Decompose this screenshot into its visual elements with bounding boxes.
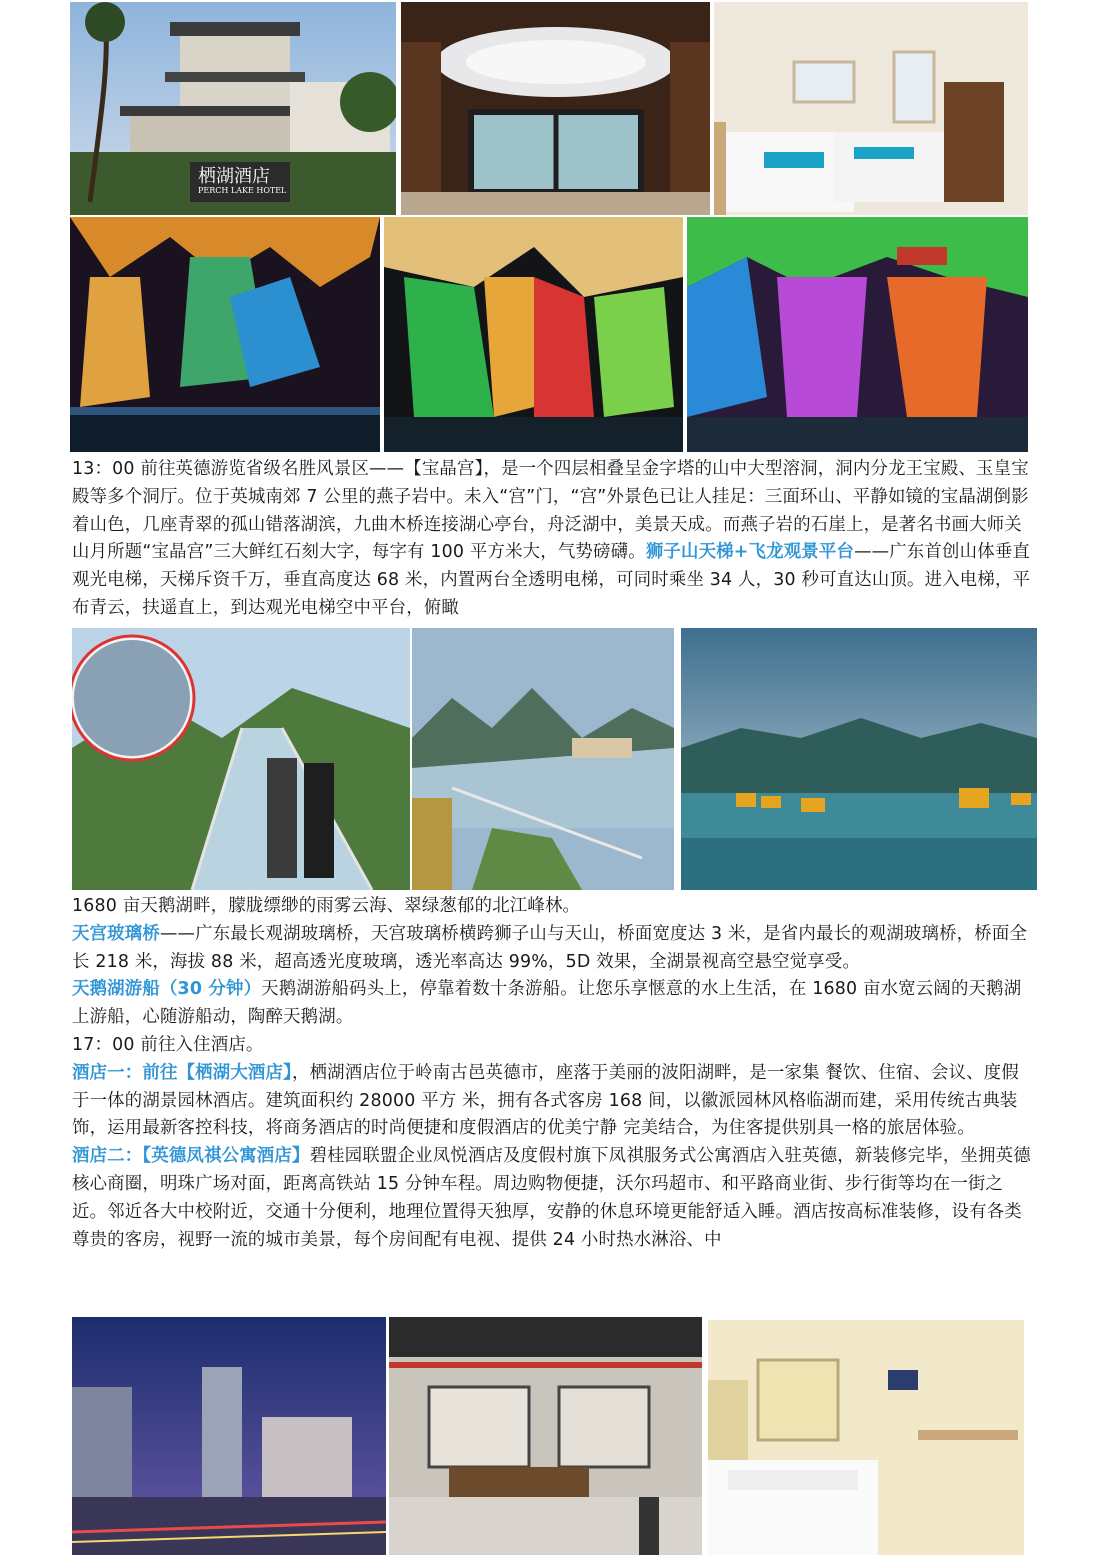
apartment-hotel-exterior-photo [72,1317,386,1555]
hotel-two-highlight: 酒店二：【英德凤祺公寓酒店】 [72,1146,310,1167]
apartment-room-photo [708,1320,1024,1555]
cave-photo-1 [70,217,380,452]
glass-bridge-highlight: 天宫玻璃桥 [72,923,160,944]
hotel-exterior-photo [70,2,396,215]
glass-bridge-text: ——广东最长观湖玻璃桥，天宫玻璃桥横跨狮子山与天山，桥面宽度达 3 米，是省内最长的观湖玻璃桥，桥面全长 218 米，海拔 88 米，超高透光度玻璃，透光率高达 99%，5D 效果，全湖景视高空悬空觉享受。 [72,923,1028,972]
baojinggong-text: 13：00 前往英德游览省级名胜风景区——【宝晶宫】，是一个四层相叠呈金字塔的山中大型溶洞，洞内分龙王宝殿、玉皇宝殿等多个洞厅。位于英城南郊 7 公里的燕子岩中。未入“宫”门，“宫”外景色已让人挂足：三面环山、平静如镜的宝晶湖倒影着山色，几座青翠的孤山错落湖滨，九曲木桥连接湖心亭台，舟泛湖中，美景天成。而燕子岩的石崖上，是著名书画大师关山月所题“宝晶宫”三大鲜红石刻大字，每字有 100 平方米大，气势磅礴。 [72,459,1029,563]
swan-lake-boat-highlight: 天鹅湖游船（30 分钟） [72,979,262,1000]
swan-lake-boat-text: 天鹅湖游船码头上，停靠着数十条游船。让您乐享惬意的水上生活，在 1680 亩水宽云阔的天鹅湖上游船，心随游船动，陶醉天鹅湖。 [72,979,1022,1028]
hotel-lobby-photo [401,2,710,215]
swan-lake-line: 1680 亩天鹅湖畔，朦胧缥缈的雨雾云海、翠绿葱郁的北江峰林。 [72,896,581,916]
hotel-room-photo [714,2,1028,215]
glass-bridge-photo [72,628,410,890]
hotel-two-text: 碧桂园联盟企业凤悦酒店及度假村旗下凤祺服务式公寓酒店入驻英德，新装修完毕，坐拥英德核心商圈，明珠广场对面，距离高铁站 15 分钟车程。周边购物便捷，沃尔玛超市、和平路商业街、步行街等均在一街之近。邻近各大中校附近，交通十分便利，地理位置得天独厚，安静的休息环境更能舒适入睡。酒店按高标准装修，设有各类尊贵的客房，视野一流的城市美景，每个房间配有电视、提供 24 小时热水淋浴、中 [72,1146,1031,1250]
lion-mountain-elevator-highlight: 狮子山天梯+飞龙观景平台 [645,542,855,563]
apartment-hotel-lobby-photo [389,1317,702,1555]
cave-photo-2 [384,217,683,452]
checkin-time: 17：00 前往入住酒店。 [72,1034,264,1055]
hotel-one-highlight: 酒店一：前往【栖湖大酒店】 [72,1062,292,1083]
lion-mountain-elevator-text: ——广东首创山体垂直观光电梯，天梯斥资千万，垂直高度达 68 米，内置两台全透明电梯，可同时乘坐 34 人，30 秒可直达山顶。进入电梯，平布青云，扶遥直上，到达观光电梯空中平台，俯瞰 [72,542,1031,618]
hotel-sign-en: PERCH LAKE HOTEL [198,186,287,195]
hotel-one-text: ，栖湖酒店位于岭南古邑英德市，座落于美丽的波阳湖畔，是一家集 餐饮、住宿、会议、度假于一体的湖景园林酒店。建筑面积约 28000 平方 米，拥有各式客房 168 间，以徽派园林风格临湖而建，采用传统古典装 饰，运用最新客控科技，将商务酒店的时尚便捷和度假酒店的优美宁静 完美结合，为住客提供别具一格的旅居体验。 [72,1062,1019,1139]
paragraph-baojinggong [72,456,1032,626]
paragraph-itinerary [72,893,1032,1254]
lake-bridge-aerial-photo [412,628,674,890]
cave-photo-3 [687,217,1028,452]
hotel-sign: 栖湖酒店 [198,166,270,187]
swan-lake-boats-photo [681,628,1037,890]
